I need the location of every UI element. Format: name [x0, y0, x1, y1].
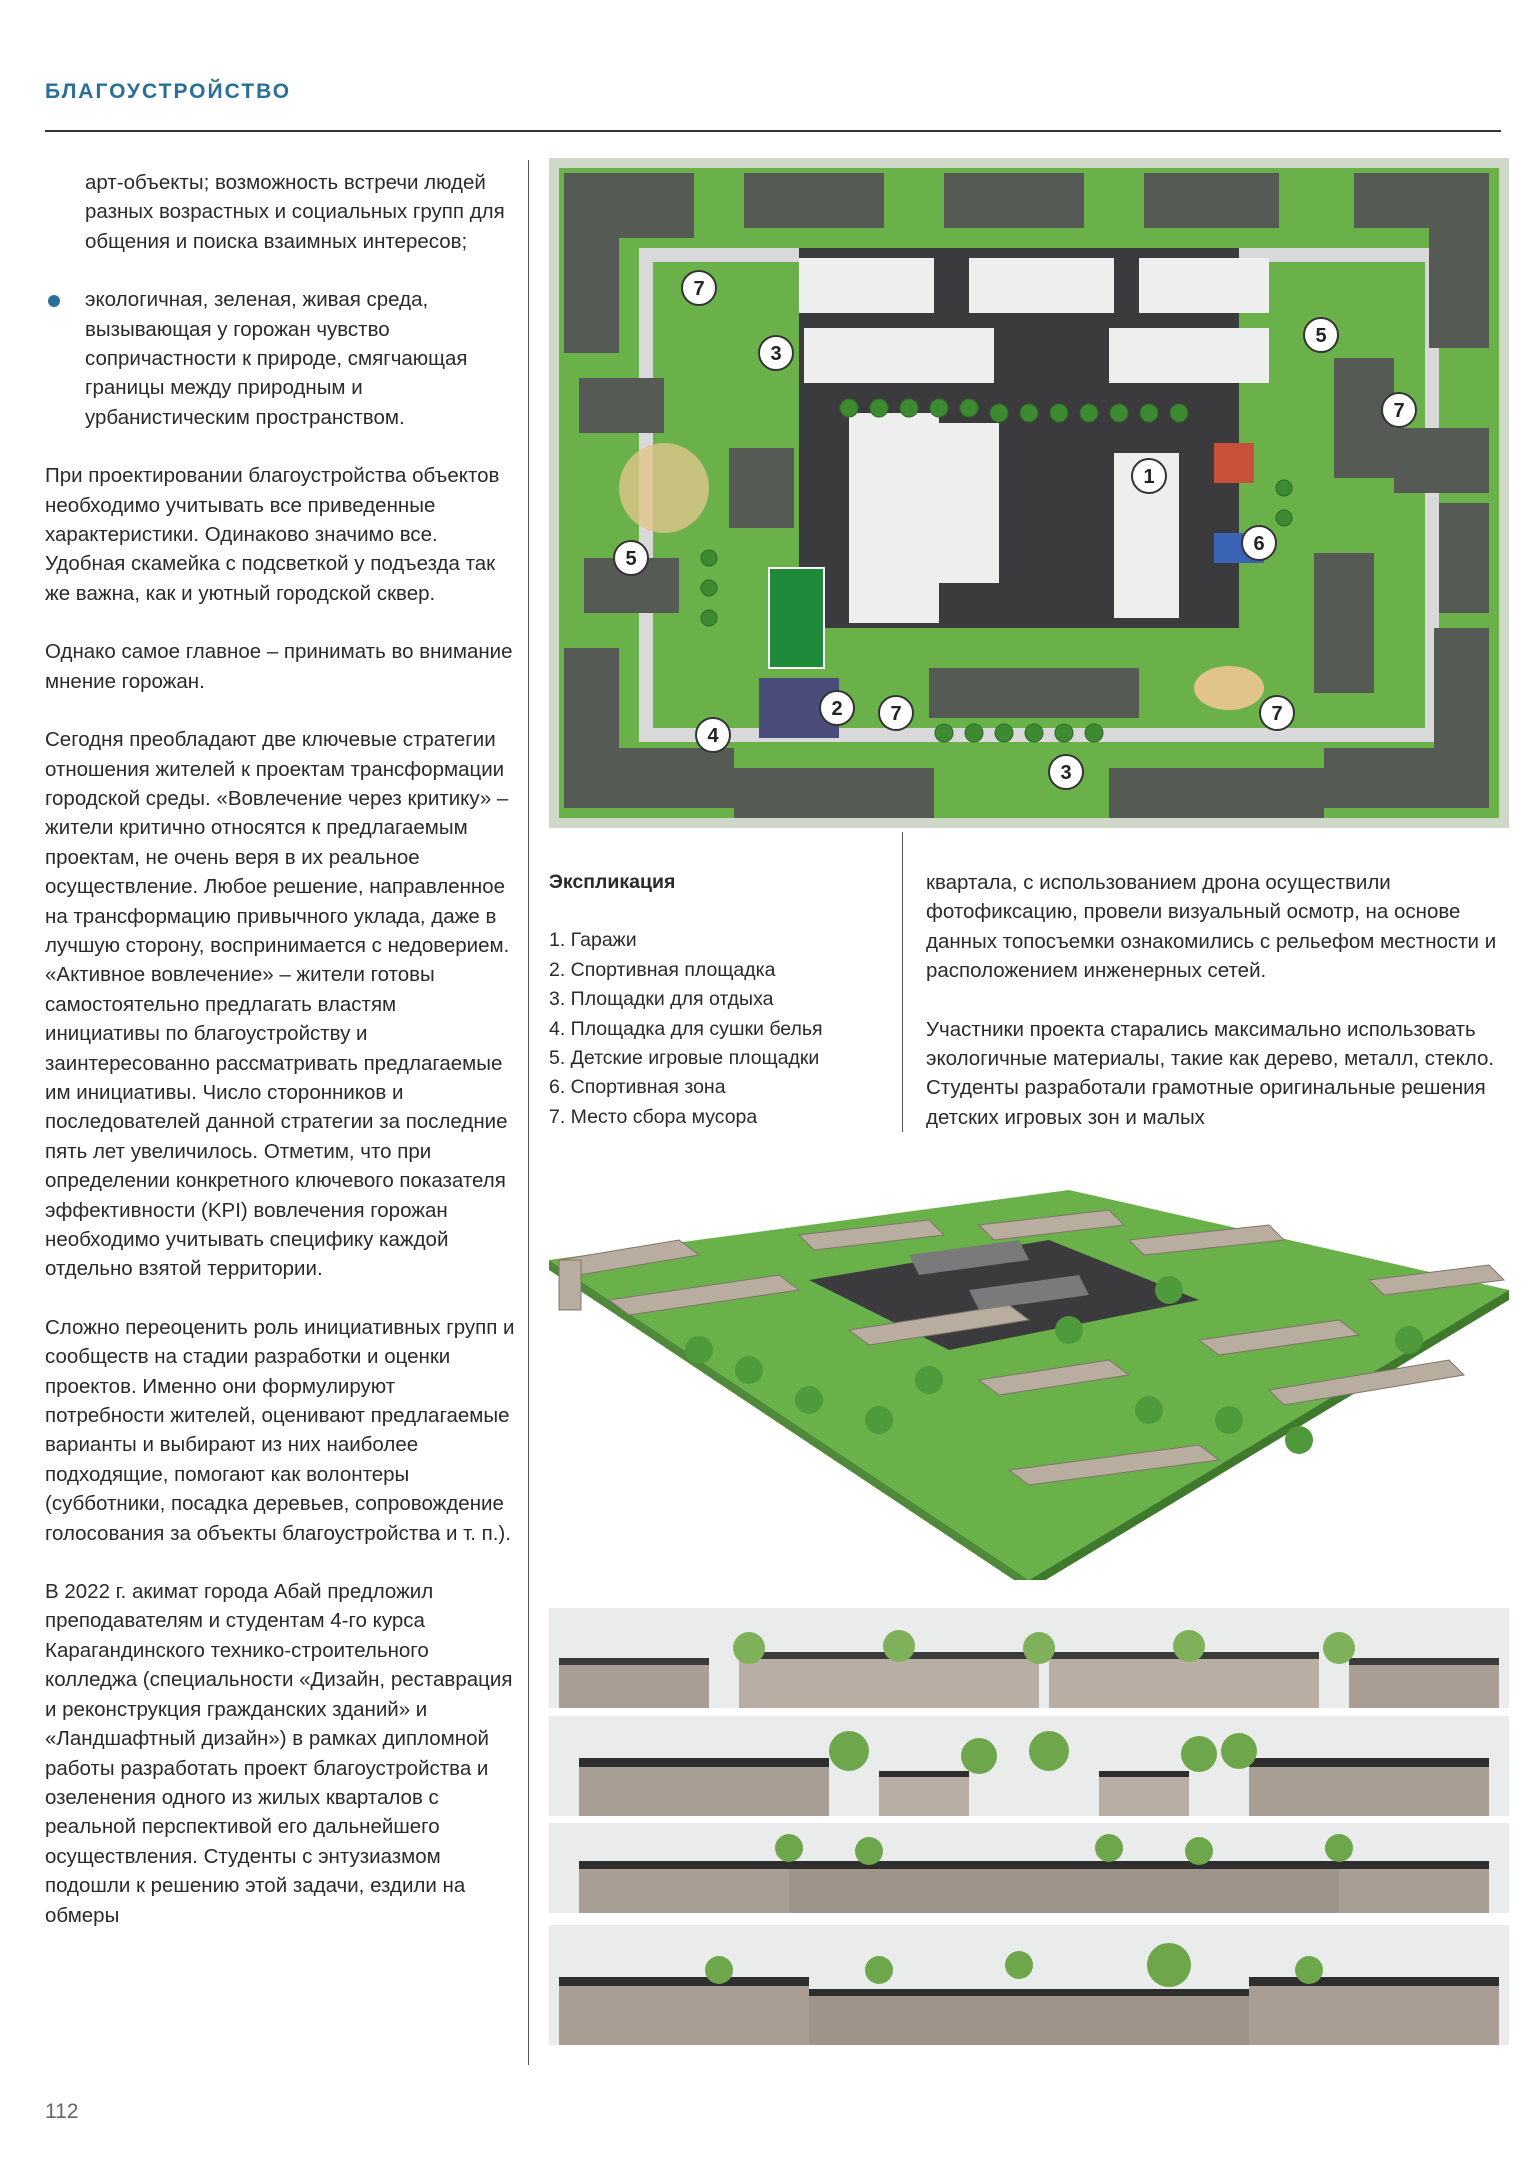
plan-marker-6 [1242, 526, 1276, 560]
left-text-column [45, 168, 515, 1959]
svg-text:7: 7 [1271, 703, 1283, 725]
plan-marker-4 [696, 718, 730, 752]
elevation-view-figure-3 [549, 1823, 1509, 1913]
svg-text:7: 7 [1393, 400, 1405, 422]
paragraph: Однако самое главное – принимать во внимание мнение горожан. [45, 640, 513, 693]
header-rule [45, 130, 1501, 132]
paragraph: Сложно переоценить роль инициативных групп и сообществ на стадии разработки и оценки проектов. Именно они формулируют потребности жителей, оценивают предлагаемые варианты и выбирают из них наиболее подходящие, помогают как волонтеры (субботники, посадка деревьев, сопровождение голосования за объекты благоустройства и т. п.). [45, 1315, 515, 1545]
svg-text:1: 1 [1143, 466, 1155, 488]
svg-text:2: 2 [831, 698, 843, 720]
column-divider [902, 832, 903, 1132]
site-plan-figure [549, 158, 1509, 828]
plan-marker-5 [614, 541, 648, 575]
plan-marker-1 [1132, 459, 1166, 493]
paragraph: Участники проекта старались максимально использовать экологичные материалы, такие как дерево, металл, стекло. Студенты разработали грамотные оригинальные решения детских игровых зон и малых [926, 1017, 1495, 1129]
svg-text:7: 7 [693, 278, 705, 300]
site-plan-image [549, 158, 1509, 828]
plan-marker-3 [759, 336, 793, 370]
list-item: 4. Площадка для сушки белья [549, 1017, 823, 1040]
explication-title: Экспликация [549, 871, 676, 893]
bullet-text: арт-объекты; возможность встречи людей разных возрастных и социальных групп для общения и поиска взаимных интересов; [85, 171, 505, 253]
axonometric-view-image [549, 1180, 1509, 1580]
plan-marker-7 [879, 696, 913, 730]
list-item: 1. Гаражи [549, 929, 637, 952]
plan-marker-7 [1382, 393, 1416, 427]
elevation-view-image [549, 1925, 1509, 2045]
paragraph: При проектировании благоустройства объектов необходимо учитывать все приведенные характеристики. Одинаково значимо все. Удобная скамейка с подсветкой у подъезда так же важна, как и уютный городской сквер. [45, 464, 500, 605]
svg-text:3: 3 [1060, 762, 1072, 784]
paragraph: квартала, с использованием дрона осуществили фотофиксацию, провели визуальный осмотр, на основе данных топосъемки ознакомились с рельефом местности и расположением инженерных сетей. [926, 871, 1497, 983]
plan-marker-3 [1049, 755, 1083, 789]
elevation-view-image [549, 1823, 1509, 1913]
plan-marker-5 [1304, 318, 1338, 352]
column-divider [528, 160, 529, 2065]
plan-marker-7 [1260, 696, 1294, 730]
explication-legend [549, 868, 889, 1132]
axonometric-view-figure [549, 1180, 1509, 1580]
section-title: БЛАГОУСТРОЙСТВО [45, 80, 292, 103]
list-item: 7. Место сбора мусора [549, 1105, 758, 1128]
bullet-item-continued [45, 168, 515, 256]
right-text-column [926, 868, 1506, 1161]
bullet-dot-icon [48, 295, 60, 307]
list-item: 6. Спортивная зона [549, 1076, 726, 1099]
svg-text:6: 6 [1253, 533, 1265, 555]
list-item: 5. Детские игровые площадки [549, 1047, 820, 1070]
svg-text:7: 7 [890, 703, 902, 725]
list-item: 2. Спортивная площадка [549, 958, 776, 981]
page-number: 112 [45, 2100, 79, 2123]
paragraph: В 2022 г. акимат города Абай предложил преподавателям и студентам 4-го курса Карагандинского технико-строительного колледжа (специальности «Дизайн, реставрация и реконструкция гражданских зданий» и «Ландшафтный дизайн») в рамках дипломной работы разработать проект благоустройства и озеленения одного из жилых кварталов с реальной перспективой его дальнейшего осуществления. Студенты с энтузиазмом подошли к решению этой задачи, ездили на обмеры [45, 1580, 513, 1927]
elevation-view-image [549, 1716, 1509, 1816]
explication-list [549, 926, 889, 1132]
plan-marker-7 [682, 271, 716, 305]
plan-marker-2 [820, 691, 854, 725]
elevation-view-figure-1 [549, 1608, 1509, 1708]
svg-text:3: 3 [770, 343, 782, 365]
elevation-view-image [549, 1608, 1509, 1708]
elevation-view-figure-2 [549, 1716, 1509, 1816]
bullet-text: экологичная, зеленая, живая среда, вызывающая у горожан чувство сопричастности к природе, смягчающая границы между природным и урбанистическим пространством. [85, 288, 468, 429]
svg-text:5: 5 [1315, 325, 1327, 347]
svg-text:5: 5 [625, 548, 637, 570]
bullet-item [45, 285, 515, 432]
svg-text:4: 4 [707, 725, 719, 747]
elevation-view-figure-4 [549, 1925, 1509, 2045]
paragraph: Сегодня преобладают две ключевые стратегии отношения жителей к проектам трансформации городской среды. «Вовлечение через критику» – жители критично относятся к предлагаемым проектам, не очень веря в их реальное осуществление. Любое решение, направленное на трансформацию привычного уклада, даже в лучшую сторону, воспринимается с недоверием. «Активное вовлечение» – жители готовы самостоятельно предлагать властям инициативы по благоустройству и заинтересованно рассматривать предлагаемые им инициативы. Число сторонников и последователей данной стратегии за последние пять лет увеличилось. Отметим, что при определении конкретного ключевого показателя эффективности (KPI) вовлечения горожан необходимо учитывать специфику каждой отдельно взятой территории. [45, 728, 510, 1281]
list-item: 3. Площадки для отдыха [549, 988, 774, 1011]
